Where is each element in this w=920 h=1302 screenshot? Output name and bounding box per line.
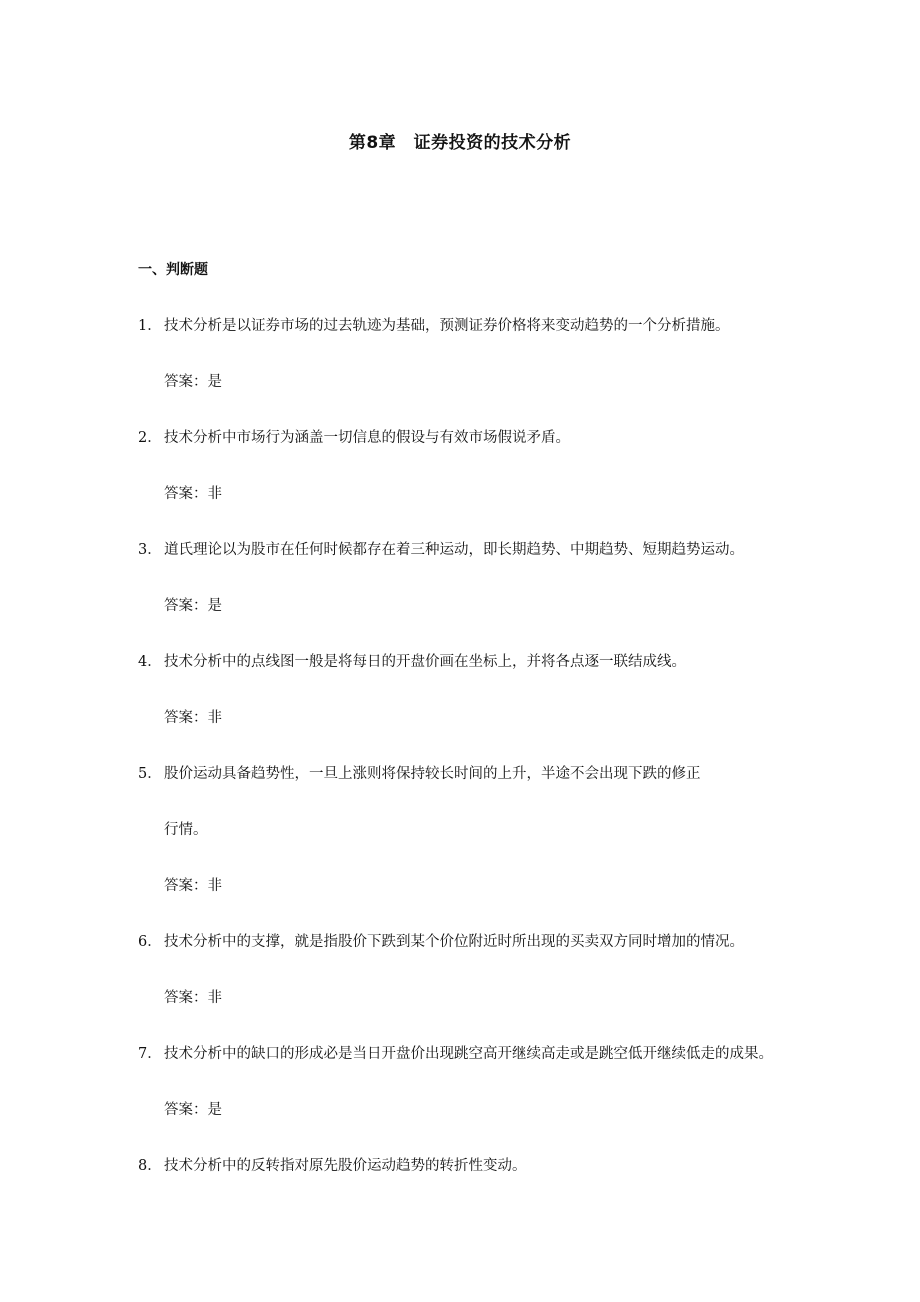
question-number: 7． [138,1046,162,1062]
question-text: 技术分析中的缺口的形成必是当日开盘价出现跳空高开继续高走或是跳空低开继续低走的成果。 [164,1046,773,1062]
question-1 [138,316,730,336]
question-text: 道氏理论以为股市在任何时候都存在着三种运动，即长期趋势、中期趋势、短期趋势运动。 [164,542,744,558]
question-number: 3． [138,542,162,558]
answer-1: 答案：是 [164,374,222,390]
question-text: 技术分析中市场行为涵盖一切信息的假设与有效市场假说矛盾。 [164,430,570,446]
question-2 [138,428,570,448]
question-number: 5． [138,766,162,782]
question-7 [138,1044,773,1064]
section-heading: 一、判断题 [138,262,208,278]
question-text: 技术分析中的支撑，就是指股价下跌到某个价位附近时所出现的买卖双方同时增加的情况。 [164,934,744,950]
answer-2: 答案：非 [164,486,222,502]
question-6 [138,932,744,952]
question-number: 2． [138,430,162,446]
question-number: 4． [138,654,162,670]
answer-3: 答案：是 [164,598,222,614]
question-text: 技术分析是以证券市场的过去轨迹为基础，预测证券价格将来变动趋势的一个分析措施。 [164,318,730,334]
answer-6: 答案：非 [164,990,222,1006]
question-5 [138,764,701,784]
question-number: 6． [138,934,162,950]
question-text: 股价运动具备趋势性，一旦上涨则将保持较长时间的上升，半途不会出现下跌的修正 [164,766,701,782]
answer-7: 答案：是 [164,1102,222,1118]
answer-5: 答案：非 [164,878,222,894]
question-8 [138,1156,527,1176]
chapter-title: 第8章 证券投资的技术分析 [348,133,572,153]
question-text: 技术分析中的反转指对原先股价运动趋势的转折性变动。 [164,1158,527,1174]
question-4 [138,652,686,672]
question-number: 8． [138,1158,162,1174]
question-number: 1． [138,318,162,334]
question-5-continuation: 行情。 [164,822,208,838]
answer-4: 答案：非 [164,710,222,726]
question-text: 技术分析中的点线图一般是将每日的开盘价画在坐标上，并将各点逐一联结成线。 [164,654,686,670]
question-3 [138,540,744,560]
